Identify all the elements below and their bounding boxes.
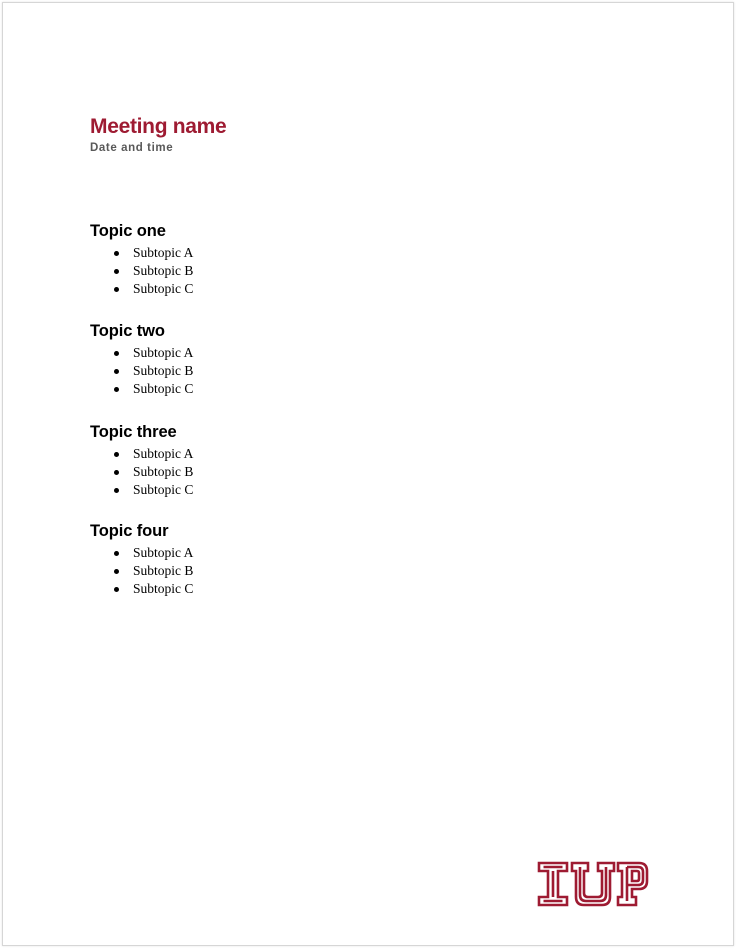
subtopic-label: Subtopic A (133, 245, 194, 260)
bullet-icon (114, 369, 119, 374)
list-item (90, 344, 490, 362)
bullet-icon (114, 587, 119, 592)
bullet-icon (114, 569, 119, 574)
topic-three-section (90, 422, 490, 499)
list-item (90, 262, 490, 280)
bullet-icon (114, 551, 119, 556)
subtopic-label: Subtopic B (133, 263, 194, 278)
list-item (90, 544, 490, 562)
list-item (90, 562, 490, 580)
subtopic-label: Subtopic C (133, 381, 194, 396)
bullet-icon (114, 387, 119, 392)
list-item (90, 481, 490, 499)
list-item (90, 380, 490, 398)
topic-heading: Topic four (90, 522, 169, 540)
topic-four-section (90, 521, 490, 598)
document-page (2, 2, 734, 946)
bullet-icon (114, 287, 119, 292)
subtopic-label: Subtopic A (133, 345, 194, 360)
subtopic-label: Subtopic B (133, 363, 194, 378)
list-item (90, 244, 490, 262)
meeting-date-time: Date and time (90, 142, 174, 154)
list-item (90, 280, 490, 298)
subtopic-list (90, 244, 490, 298)
bullet-icon (114, 251, 119, 256)
iup-logo-icon (537, 861, 649, 907)
subtopic-list (90, 544, 490, 598)
list-item (90, 362, 490, 380)
subtopic-label: Subtopic A (133, 446, 194, 461)
subtopic-label: Subtopic B (133, 464, 194, 479)
meeting-title: Meeting name (90, 115, 227, 138)
subtopic-label: Subtopic C (133, 482, 194, 497)
list-item (90, 463, 490, 481)
subtopic-list (90, 445, 490, 499)
subtopic-label: Subtopic A (133, 545, 194, 560)
bullet-icon (114, 470, 119, 475)
bullet-icon (114, 351, 119, 356)
subtopic-label: Subtopic C (133, 581, 194, 596)
bullet-icon (114, 452, 119, 457)
subtopic-label: Subtopic B (133, 563, 194, 578)
bullet-icon (114, 269, 119, 274)
subtopic-label: Subtopic C (133, 281, 194, 296)
list-item (90, 445, 490, 463)
list-item (90, 580, 490, 598)
bullet-icon (114, 488, 119, 493)
topic-heading: Topic two (90, 322, 165, 340)
topic-two-section (90, 321, 490, 398)
topic-heading: Topic one (90, 222, 166, 240)
subtopic-list (90, 344, 490, 398)
topic-heading: Topic three (90, 423, 177, 441)
topic-one-section (90, 221, 490, 298)
